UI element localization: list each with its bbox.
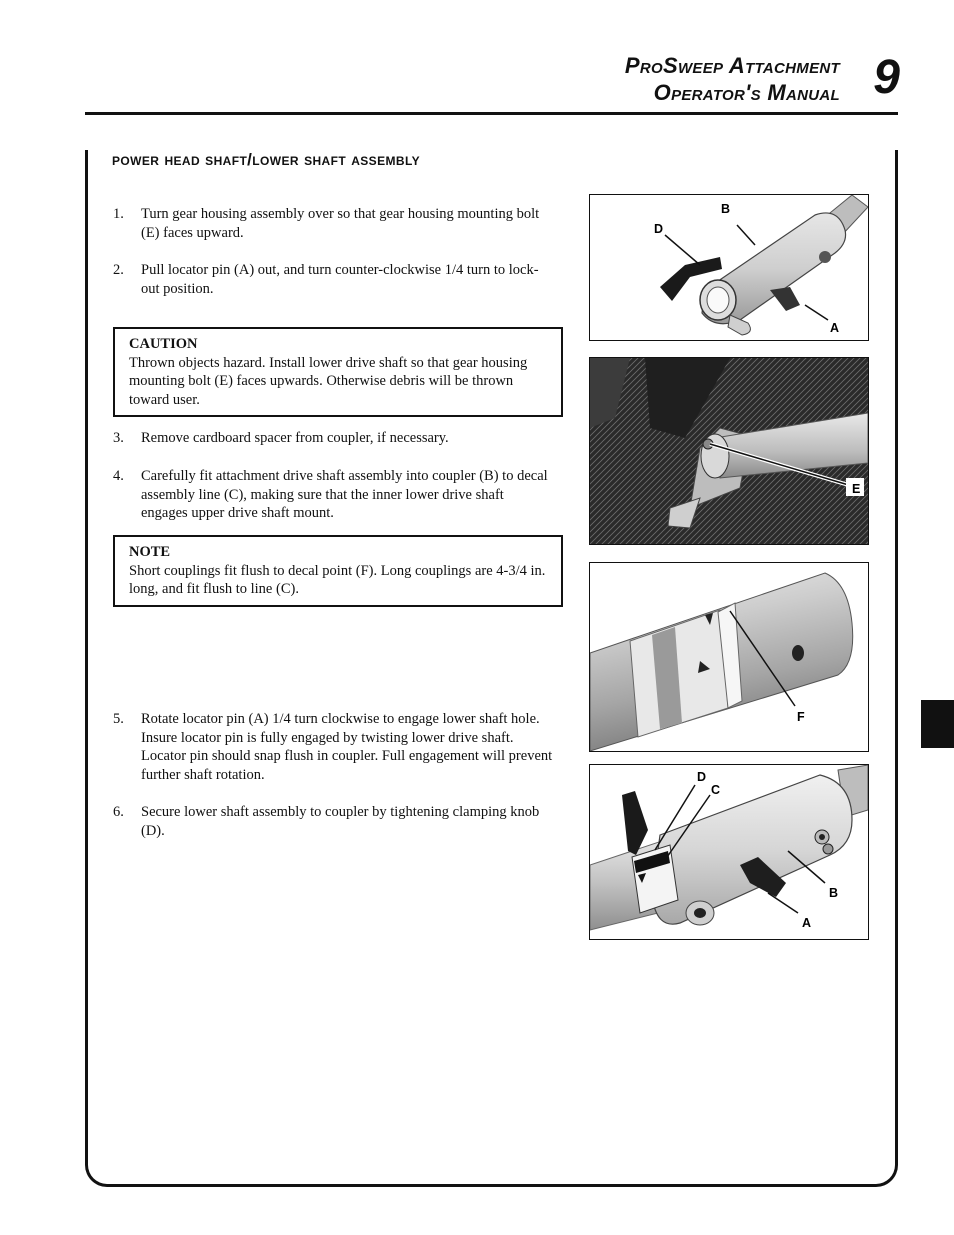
figure-label-e: E [852,482,861,496]
caution-title: CAUTION [129,336,198,352]
figure-coupler-knob [589,194,869,341]
step-number: 5. [113,711,124,727]
step-number: 6. [113,804,124,820]
figure-label-f: F [797,710,805,724]
step-number: 1. [113,206,124,222]
note-text: Short couplings fit flush to decal point (F). Long couplings are 4-3/4 in. long, and fit flush to line (C). [129,562,546,597]
figure-label-b: B [829,886,839,900]
figure-coupler-knob-drawing [590,195,868,340]
figure-assembled-coupler [589,764,869,940]
step-4 [113,467,553,523]
caution-box [113,327,563,417]
figure-label-d: D [697,770,707,784]
manual-title-line1: ProSweep Attachment [624,53,840,78]
manual-title-line2: Operator's Manual [653,80,840,105]
page-number: 9 [873,51,900,104]
step-2 [113,261,553,298]
section-side-tab [921,700,954,748]
figure-assembled-coupler-drawing [590,765,868,939]
step-text: Rotate locator pin (A) 1/4 turn clockwise to engage lower shaft hole. Insure locator pin is fully engaged by twisting lower drive shaft. Locator pin should snap flush in coupler. Full engagement will prevent further shaft rotation. [141,711,553,783]
figure-label-a: A [830,321,840,335]
figure-shaft-decal [589,562,869,752]
figure-label-b: B [721,202,731,216]
step-number: 2. [113,262,124,278]
step-1 [113,205,553,242]
section-title: power head shaft/lower shaft assembly [112,150,420,169]
note-title: NOTE [129,544,171,560]
step-number: 3. [113,430,124,446]
step-5 [113,710,553,784]
figure-shaft-decal-drawing [590,563,868,751]
figure-label-a: A [802,916,812,930]
step-6 [113,803,553,840]
manual-title [625,52,840,106]
figure-label-c: C [711,783,721,797]
step-text: Remove cardboard spacer from coupler, if necessary. [141,430,449,446]
header-rule [85,112,898,115]
step-text: Turn gear housing assembly over so that gear housing mounting bolt (E) faces upward. [141,206,540,241]
figure-label-d: D [654,222,664,236]
step-text: Secure lower shaft assembly to coupler by tightening clamping knob (D). [141,804,540,839]
step-number: 4. [113,468,124,484]
figure-brush-drawing [590,358,868,544]
figure-brush-gear-housing [589,357,869,545]
step-text: Carefully fit attachment drive shaft assembly into coupler (B) to decal assembly line (C), making sure that the inner lower drive shaft engages upper drive shaft mount. [141,468,548,521]
step-text: Pull locator pin (A) out, and turn counter-clockwise 1/4 turn to lock-out position. [141,262,539,297]
caution-text: Thrown objects hazard. Install lower drive shaft so that gear housing mounting bolt (E) faces upwards. Otherwise debris will be thrown toward user. [129,354,528,408]
step-3 [113,429,553,448]
note-box [113,535,563,607]
